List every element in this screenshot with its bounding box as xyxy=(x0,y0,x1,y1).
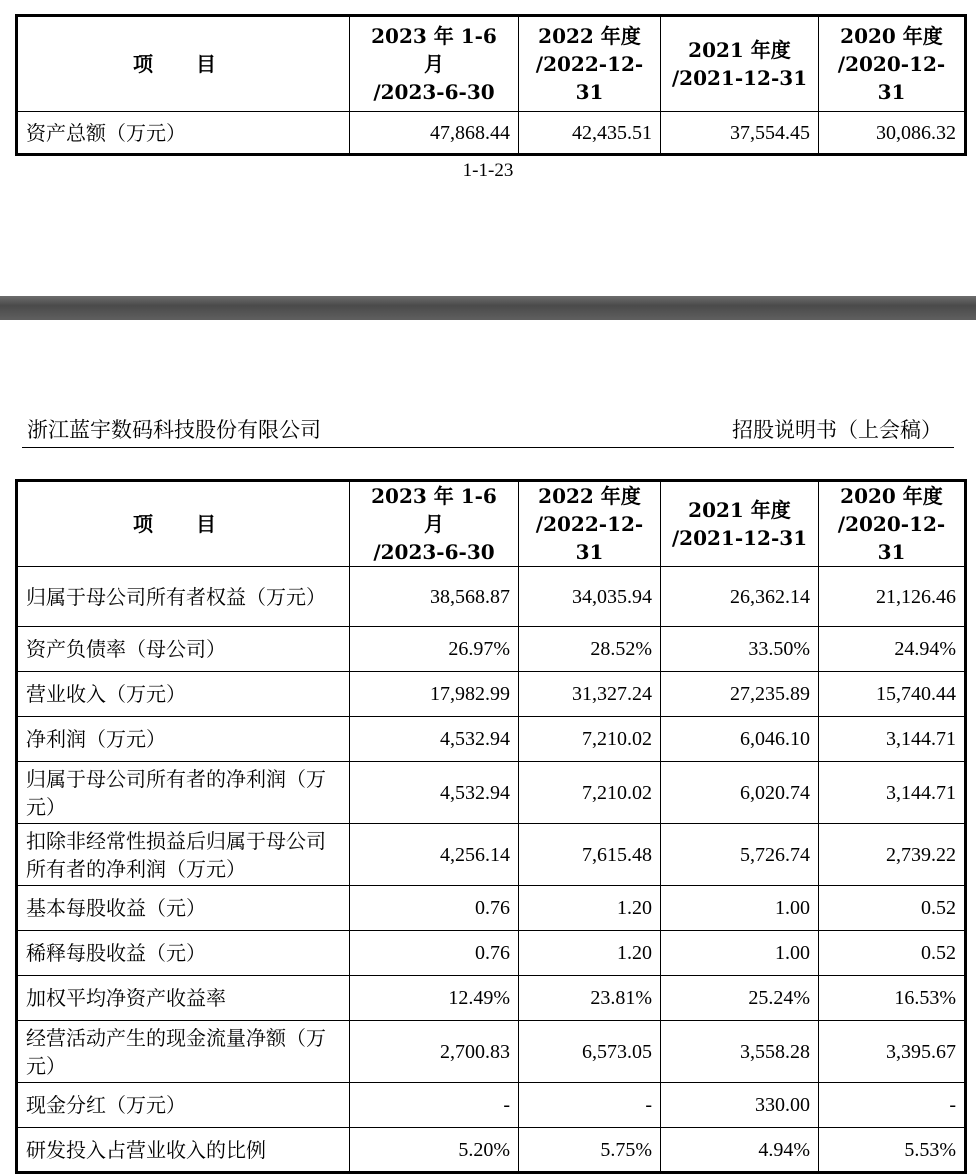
table-row xyxy=(17,931,966,976)
header-col-2020: 2020 年度 /2020-12-31 xyxy=(819,481,966,567)
header-col-2022: 2022 年度 /2022-12-31 xyxy=(519,481,661,567)
cell-value: 1.00 xyxy=(661,931,819,976)
cell-value: 3,144.71 xyxy=(819,762,966,824)
cell-value: 38,568.87 xyxy=(350,567,519,627)
page-number: 1-1-23 xyxy=(462,160,514,181)
cell-value: 25.24% xyxy=(661,976,819,1021)
table-row xyxy=(17,1128,966,1173)
table-header-row xyxy=(17,481,966,567)
cell-value: 47,868.44 xyxy=(350,112,519,155)
table-row xyxy=(17,1021,966,1083)
header-col-2021: 2021 年度 /2021-12-31 xyxy=(661,16,819,112)
cell-value: 5,726.74 xyxy=(661,824,819,886)
row-label: 现金分红（万元） xyxy=(17,1083,350,1128)
row-label: 营业收入（万元） xyxy=(17,672,350,717)
cell-value: 23.81% xyxy=(519,976,661,1021)
row-label: 稀释每股收益（元） xyxy=(17,931,350,976)
cell-value: 3,144.71 xyxy=(819,717,966,762)
cell-value: 5.53% xyxy=(819,1128,966,1173)
financial-table-main xyxy=(15,479,967,1174)
cell-value: 12.49% xyxy=(350,976,519,1021)
cell-value: 26.97% xyxy=(350,627,519,672)
table-row xyxy=(17,976,966,1021)
cell-value: - xyxy=(519,1083,661,1128)
cell-value: 7,615.48 xyxy=(519,824,661,886)
row-label: 经营活动产生的现金流量净额（万元） xyxy=(17,1021,350,1083)
table-row xyxy=(17,717,966,762)
cell-value: 7,210.02 xyxy=(519,717,661,762)
cell-value: 3,558.28 xyxy=(661,1021,819,1083)
cell-value: 42,435.51 xyxy=(519,112,661,155)
cell-value: - xyxy=(350,1083,519,1128)
cell-value: 330.00 xyxy=(661,1083,819,1128)
row-label: 归属于母公司所有者的净利润（万元） xyxy=(17,762,350,824)
header-item: 项 目 xyxy=(17,481,350,567)
table-row xyxy=(17,627,966,672)
header-col-2023: 2023 年 1-6 月 /2023-6-30 xyxy=(350,481,519,567)
cell-value: 6,020.74 xyxy=(661,762,819,824)
cell-value: 24.94% xyxy=(819,627,966,672)
cell-value: 34,035.94 xyxy=(519,567,661,627)
cell-value: 3,395.67 xyxy=(819,1021,966,1083)
cell-value: 21,126.46 xyxy=(819,567,966,627)
cell-value: 0.52 xyxy=(819,931,966,976)
table-row xyxy=(17,1083,966,1128)
cell-value: 1.00 xyxy=(661,886,819,931)
table-header-row xyxy=(17,16,966,112)
table-row xyxy=(17,762,966,824)
cell-value: 0.76 xyxy=(350,886,519,931)
row-label: 扣除非经常性损益后归属于母公司所有者的净利润（万元） xyxy=(17,824,350,886)
cell-value: 4,532.94 xyxy=(350,717,519,762)
cell-value: 26,362.14 xyxy=(661,567,819,627)
financial-table-top xyxy=(15,14,967,156)
cell-value: 16.53% xyxy=(819,976,966,1021)
cell-value: 0.76 xyxy=(350,931,519,976)
cell-value: 4.94% xyxy=(661,1128,819,1173)
cell-value: 1.20 xyxy=(519,886,661,931)
document-type: 招股说明书（上会稿） xyxy=(732,418,942,442)
cell-value: 31,327.24 xyxy=(519,672,661,717)
cell-value: 15,740.44 xyxy=(819,672,966,717)
cell-value: 5.75% xyxy=(519,1128,661,1173)
row-label: 加权平均净资产收益率 xyxy=(17,976,350,1021)
row-label: 资产总额（万元） xyxy=(17,112,350,155)
row-label: 归属于母公司所有者权益（万元） xyxy=(17,567,350,627)
row-label: 基本每股收益（元） xyxy=(17,886,350,931)
cell-value: 2,739.22 xyxy=(819,824,966,886)
cell-value: 4,532.94 xyxy=(350,762,519,824)
cell-value: 5.20% xyxy=(350,1128,519,1173)
cell-value: 2,700.83 xyxy=(350,1021,519,1083)
header-col-2021: 2021 年度 /2021-12-31 xyxy=(661,481,819,567)
table-row xyxy=(17,672,966,717)
table-row xyxy=(17,567,966,627)
cell-value: 6,573.05 xyxy=(519,1021,661,1083)
cell-value: 33.50% xyxy=(661,627,819,672)
header-divider xyxy=(22,447,954,448)
table-row xyxy=(17,112,966,155)
cell-value: 27,235.89 xyxy=(661,672,819,717)
row-label: 净利润（万元） xyxy=(17,717,350,762)
cell-value: 7,210.02 xyxy=(519,762,661,824)
company-name: 浙江蓝宇数码科技股份有限公司 xyxy=(27,418,321,442)
cell-value: 37,554.45 xyxy=(661,112,819,155)
cell-value: 28.52% xyxy=(519,627,661,672)
header-col-2020: 2020 年度 /2020-12-31 xyxy=(819,16,966,112)
table-row xyxy=(17,886,966,931)
row-label: 研发投入占营业收入的比例 xyxy=(17,1128,350,1173)
cell-value: - xyxy=(819,1083,966,1128)
page-separator xyxy=(0,296,976,320)
table-row xyxy=(17,824,966,886)
cell-value: 1.20 xyxy=(519,931,661,976)
cell-value: 30,086.32 xyxy=(819,112,966,155)
header-col-2023: 2023 年 1-6 月 /2023-6-30 xyxy=(350,16,519,112)
row-label: 资产负债率（母公司） xyxy=(17,627,350,672)
cell-value: 0.52 xyxy=(819,886,966,931)
header-col-2022: 2022 年度 /2022-12-31 xyxy=(519,16,661,112)
header-item: 项 目 xyxy=(17,16,350,112)
cell-value: 4,256.14 xyxy=(350,824,519,886)
cell-value: 17,982.99 xyxy=(350,672,519,717)
cell-value: 6,046.10 xyxy=(661,717,819,762)
